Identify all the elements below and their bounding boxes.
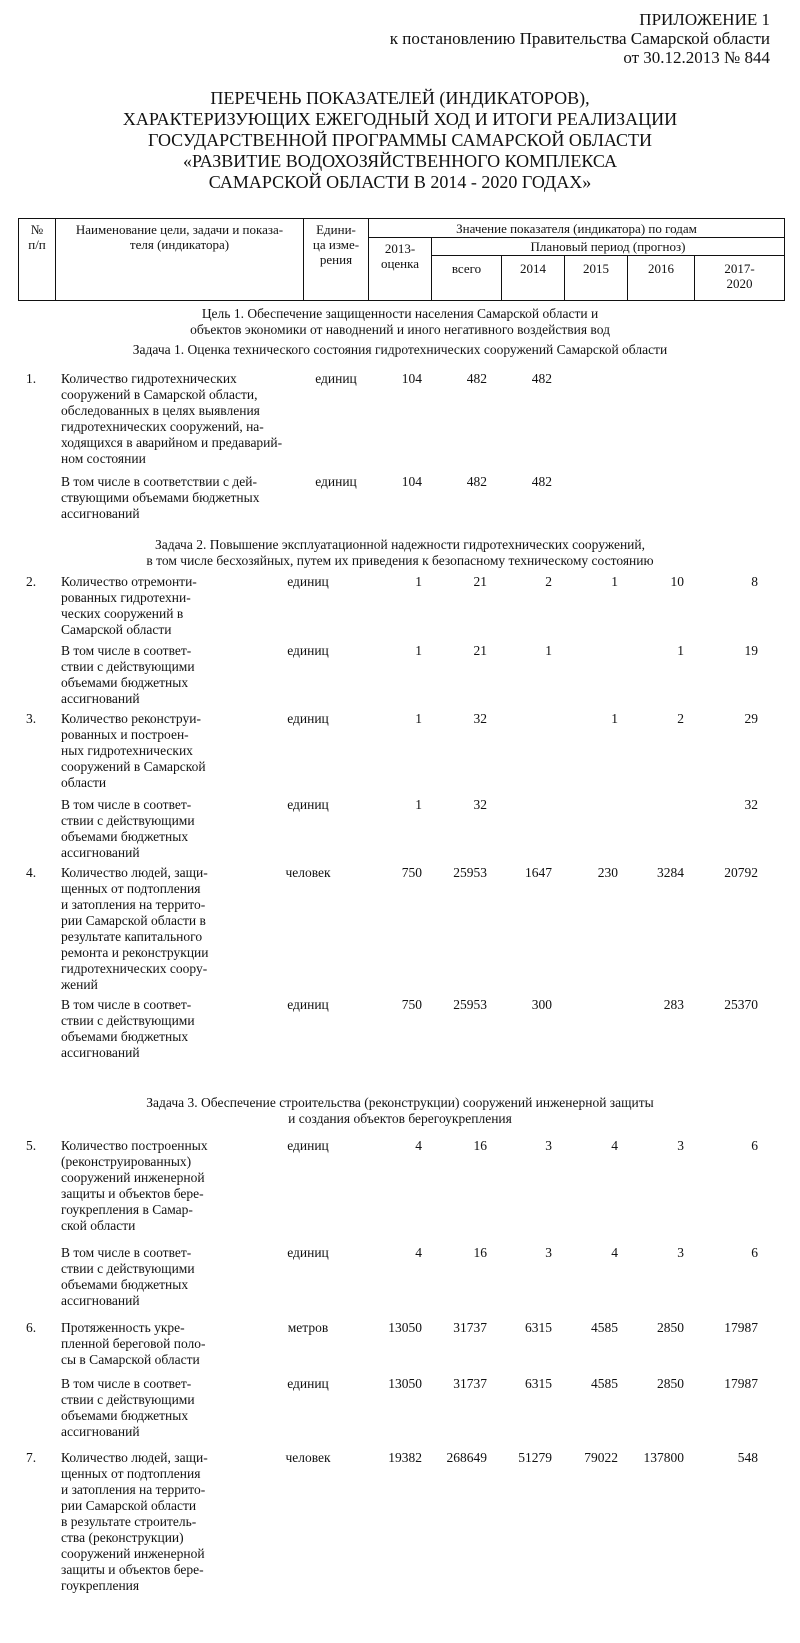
indicator-name-line: сооружений в Самарской [61,759,206,774]
indicator-name-line: Количество людей, защи- [61,865,208,880]
row-number: 2. [26,574,37,589]
goal-1-heading [0,306,800,338]
header-name-line: теля (индикатора) [129,237,230,252]
unit-of-measure: единиц [287,997,329,1012]
value-y2014: 2 [545,574,552,589]
value-total: 482 [466,474,487,489]
value-y2015: 230 [597,865,618,880]
value-y2015: 4 [611,1138,618,1153]
unit-of-measure: человек [285,1450,331,1465]
unit-of-measure: единиц [315,371,357,386]
task-2-line: в том числе бесхозяйных, путем их приведения к безопасному техническому состоянию [146,553,654,568]
value-v2013: 750 [401,865,422,880]
value-y2016: 3 [677,1138,684,1153]
indicator-name-line: В том числе в соответствии с дей- [61,474,257,489]
indicator-name-line: ствии с действующими [61,1261,195,1276]
indicator-name-line: защиты и объектов бере- [61,1186,204,1201]
unit-of-measure: человек [285,865,331,880]
header-unit-line: Едини- [316,222,356,237]
value-y2017: 17987 [724,1320,758,1335]
header-2013-line: оценка [380,256,420,271]
task-3-line: Задача 3. Обеспечение строительства (реконструкции) сооружений инженерной защиты [146,1095,654,1110]
value-total: 16 [473,1245,487,1260]
value-y2015: 4585 [591,1320,618,1335]
indicator-name-line: В том числе в соответ- [61,1376,192,1391]
unit-of-measure: метров [287,1320,329,1335]
value-y2014: 3 [545,1138,552,1153]
value-v2013: 750 [401,997,422,1012]
indicator-name-line: пленной береговой поло- [61,1336,206,1351]
indicator-name-line: Количество гидротехнических [61,371,237,386]
indicator-name-line: Количество отремонти- [61,574,197,589]
header-2017-line: 2020 [726,276,753,291]
header-number-line: п/п [28,237,46,252]
indicator-name-line: объемами бюджетных [61,675,189,690]
goal-1-line: Цель 1. Обеспечение защищенности населения Самарской области и [201,306,599,321]
value-y2017: 19 [744,643,758,658]
indicator-name-line: ных гидротехнических [61,743,193,758]
indicator-name-line: Количество построенных [61,1138,208,1153]
value-y2017: 25370 [724,997,758,1012]
header-2014: 2014 [520,261,546,276]
value-v2013: 4 [415,1245,422,1260]
value-y2014: 1647 [525,865,552,880]
header-2017-2020 [695,261,784,291]
value-y2016: 2 [677,711,684,726]
unit-of-measure: единиц [287,1245,329,1260]
unit-of-measure: единиц [287,1138,329,1153]
value-total: 31737 [453,1320,487,1335]
indicator-name-line: ассигнований [61,691,140,706]
task-3-heading [0,1095,800,1127]
unit-of-measure: единиц [287,711,329,726]
indicator-name-line: В том числе в соответ- [61,643,192,658]
indicator-name-line: ассигнований [61,506,140,521]
indicator-name-line: и затопления на террито- [61,897,206,912]
indicator-name-line: ствии с действующими [61,659,195,674]
indicator-name-line: результате капитального [61,929,203,944]
indicator-name-line: В том числе в соответ- [61,997,192,1012]
indicator-name-line: ассигнований [61,1424,140,1439]
appendix-line-3: от 30.12.2013 № 844 [623,48,770,67]
value-total: 25953 [453,997,487,1012]
indicator-name-line: сы в Самарской области [61,1352,200,1367]
indicator-name [61,865,306,993]
header-2013-line: 2013- [384,241,416,256]
row-number: 4. [26,865,37,880]
indicator-name-line: гидротехнических сооружений, на- [61,419,264,434]
value-y2016: 137800 [643,1450,684,1465]
indicator-name-line: ской области [61,1218,136,1233]
header-divider [431,255,784,256]
value-total: 21 [473,574,487,589]
indicator-name-line: гоукрепления в Самар- [61,1202,193,1217]
indicator-name-line: ходящихся в аварийном и предаварий- [61,435,283,450]
value-v2013: 19382 [388,1450,422,1465]
indicator-name-line: сооружений инженерной [61,1170,205,1185]
indicator-name-line: обследованных в целях выявления [61,403,260,418]
task-1-line: Задача 1. Оценка технического состояния гидротехнических сооружений Самарской области [132,342,668,357]
header-values-by-year: Значение показателя (индикатора) по годам [456,221,697,236]
task-1-heading [0,342,800,358]
indicator-name-line: ном состоянии [61,451,146,466]
value-y2017: 20792 [724,865,758,880]
indicator-name-line: ства (реконструкции) [61,1530,184,1545]
indicator-name-line: объемами бюджетных [61,829,189,844]
value-y2015: 4585 [591,1376,618,1391]
title-line-2: ХАРАКТЕРИЗУЮЩИХ ЕЖЕГОДНЫЙ ХОД И ИТОГИ РЕАЛИЗАЦИИ [122,109,678,129]
unit-of-measure: единиц [287,1376,329,1391]
header-2015: 2015 [583,261,609,276]
row-number: 3. [26,711,37,726]
header-2016: 2016 [648,261,674,276]
header-unit-line: рения [319,252,353,267]
indicator-name-line: в результате строитель- [61,1514,197,1529]
value-y2014: 51279 [518,1450,552,1465]
indicator-name-line: ствии с действующими [61,813,195,828]
value-total: 268649 [446,1450,487,1465]
indicator-name-line: гоукрепления [61,1578,140,1593]
appendix-header [390,10,770,67]
value-y2016: 1 [677,643,684,658]
value-v2013: 1 [415,711,422,726]
indicator-name-line: Количество реконструи- [61,711,201,726]
indicator-name-line: щенных от подтопления [61,881,201,896]
value-total: 31737 [453,1376,487,1391]
row-number: 6. [26,1320,37,1335]
header-plan-period: Плановый период (прогноз) [530,239,686,254]
title-line-3: ГОСУДАРСТВЕННОЙ ПРОГРАММЫ САМАРСКОЙ ОБЛАСТИ [147,130,653,150]
header-indicator-name [56,222,303,252]
indicator-name-line: ствии с действующими [61,1013,195,1028]
row-number: 1. [26,371,37,386]
indicator-name [61,1450,306,1594]
task-2-heading [0,537,800,569]
value-y2015: 79022 [584,1450,618,1465]
value-y2016: 3 [677,1245,684,1260]
value-y2015: 1 [611,711,618,726]
indicator-name-line: ассигнований [61,1045,140,1060]
indicator-name-line: ассигнований [61,1293,140,1308]
value-v2013: 1 [415,797,422,812]
value-y2017: 6 [751,1245,758,1260]
header-name-line: Наименование цели, задачи и показа- [75,222,284,237]
appendix-line-2: к постановлению Правительства Самарской области [389,29,770,48]
indicator-name-line: области [61,775,107,790]
value-y2017: 548 [737,1450,758,1465]
value-y2015: 4 [611,1245,618,1260]
value-v2013: 13050 [388,1376,422,1391]
indicator-name-line: объемами бюджетных [61,1277,189,1292]
indicator-name-line: В том числе в соответ- [61,1245,192,1260]
value-v2013: 104 [401,474,422,489]
indicator-name-line: Протяженность укре- [61,1320,185,1335]
indicator-name-line: жений [61,977,98,992]
header-unit [304,222,368,267]
indicator-name-line: В том числе в соответ- [61,797,192,812]
value-y2015: 1 [611,574,618,589]
value-y2014: 3 [545,1245,552,1260]
value-total: 32 [473,711,487,726]
goal-1-line: объектов экономики от наводнений и иного негативного воздействия вод [190,322,610,337]
value-total: 482 [466,371,487,386]
indicator-name-line: ческих сооружений в [61,606,184,621]
indicator-name [61,371,306,467]
indicator-name-line: гидротехнических соору- [61,961,208,976]
value-y2017: 8 [751,574,758,589]
indicator-name-line: (реконструированных) [61,1154,192,1169]
value-v2013: 104 [401,371,422,386]
indicator-name-line: рованных гидротехни- [61,590,191,605]
indicator-name-line: объемами бюджетных [61,1408,189,1423]
value-y2014: 482 [531,474,552,489]
header-2017-line: 2017- [724,261,755,276]
value-total: 21 [473,643,487,658]
indicator-name-line: Самарской области [61,622,172,637]
indicator-name-line: ремонта и реконструкции [61,945,209,960]
header-number [19,222,55,252]
value-total: 32 [473,797,487,812]
indicator-name-line: ассигнований [61,845,140,860]
indicator-name-line: сооружений инженерной [61,1546,205,1561]
value-y2016: 10 [670,574,684,589]
title-line-1: ПЕРЕЧЕНЬ ПОКАЗАТЕЛЕЙ (ИНДИКАТОРОВ), [210,88,590,108]
value-y2014: 6315 [525,1376,552,1391]
table-header [18,218,785,301]
value-y2016: 3284 [657,865,684,880]
title-line-5: САМАРСКОЙ ОБЛАСТИ В 2014 - 2020 ГОДАХ» [208,172,592,192]
value-y2017: 32 [744,797,758,812]
indicator-name-line: рии Самарской области [61,1498,197,1513]
indicator-name-line: защиты и объектов бере- [61,1562,204,1577]
unit-of-measure: единиц [315,474,357,489]
row-number: 5. [26,1138,37,1153]
value-v2013: 4 [415,1138,422,1153]
unit-of-measure: единиц [287,797,329,812]
value-y2014: 300 [531,997,552,1012]
value-total: 16 [473,1138,487,1153]
value-y2017: 17987 [724,1376,758,1391]
title-line-4: «РАЗВИТИЕ ВОДОХОЗЯЙСТВЕННОГО КОМПЛЕКСА [182,151,618,171]
value-y2014: 1 [545,643,552,658]
header-total: всего [451,261,482,276]
indicator-name-line: щенных от подтопления [61,1466,201,1481]
indicator-name-line: Количество людей, защи- [61,1450,208,1465]
unit-of-measure: единиц [287,574,329,589]
indicator-name-line: рии Самарской области в [61,913,206,928]
value-v2013: 13050 [388,1320,422,1335]
indicator-name-line: сооружений в Самарской области, [61,387,258,402]
indicator-name [61,474,306,522]
header-number-line: № [30,222,44,237]
appendix-line-1: ПРИЛОЖЕНИЕ 1 [639,10,770,29]
header-2013-estimate [369,241,431,271]
value-y2016: 283 [663,997,684,1012]
indicator-name-line: рованных и построен- [61,727,189,742]
indicator-name-line: ствии с действующими [61,1392,195,1407]
value-v2013: 1 [415,574,422,589]
task-2-line: Задача 2. Повышение эксплуатационной надежности гидротехнических сооружений, [154,537,646,552]
row-number: 7. [26,1450,37,1465]
value-y2014: 6315 [525,1320,552,1335]
indicator-name-line: и затопления на террито- [61,1482,206,1497]
value-y2014: 482 [531,371,552,386]
unit-of-measure: единиц [287,643,329,658]
header-unit-line: ца изме- [312,237,360,252]
value-y2017: 29 [744,711,758,726]
value-y2016: 2850 [657,1320,684,1335]
task-3-line: и создания объектов берегоукрепления [288,1111,512,1126]
indicator-name-line: ствующими объемами бюджетных [61,490,260,505]
value-y2017: 6 [751,1138,758,1153]
indicator-name-line: объемами бюджетных [61,1029,189,1044]
value-total: 25953 [453,865,487,880]
document-title [0,88,800,193]
value-v2013: 1 [415,643,422,658]
value-y2016: 2850 [657,1376,684,1391]
